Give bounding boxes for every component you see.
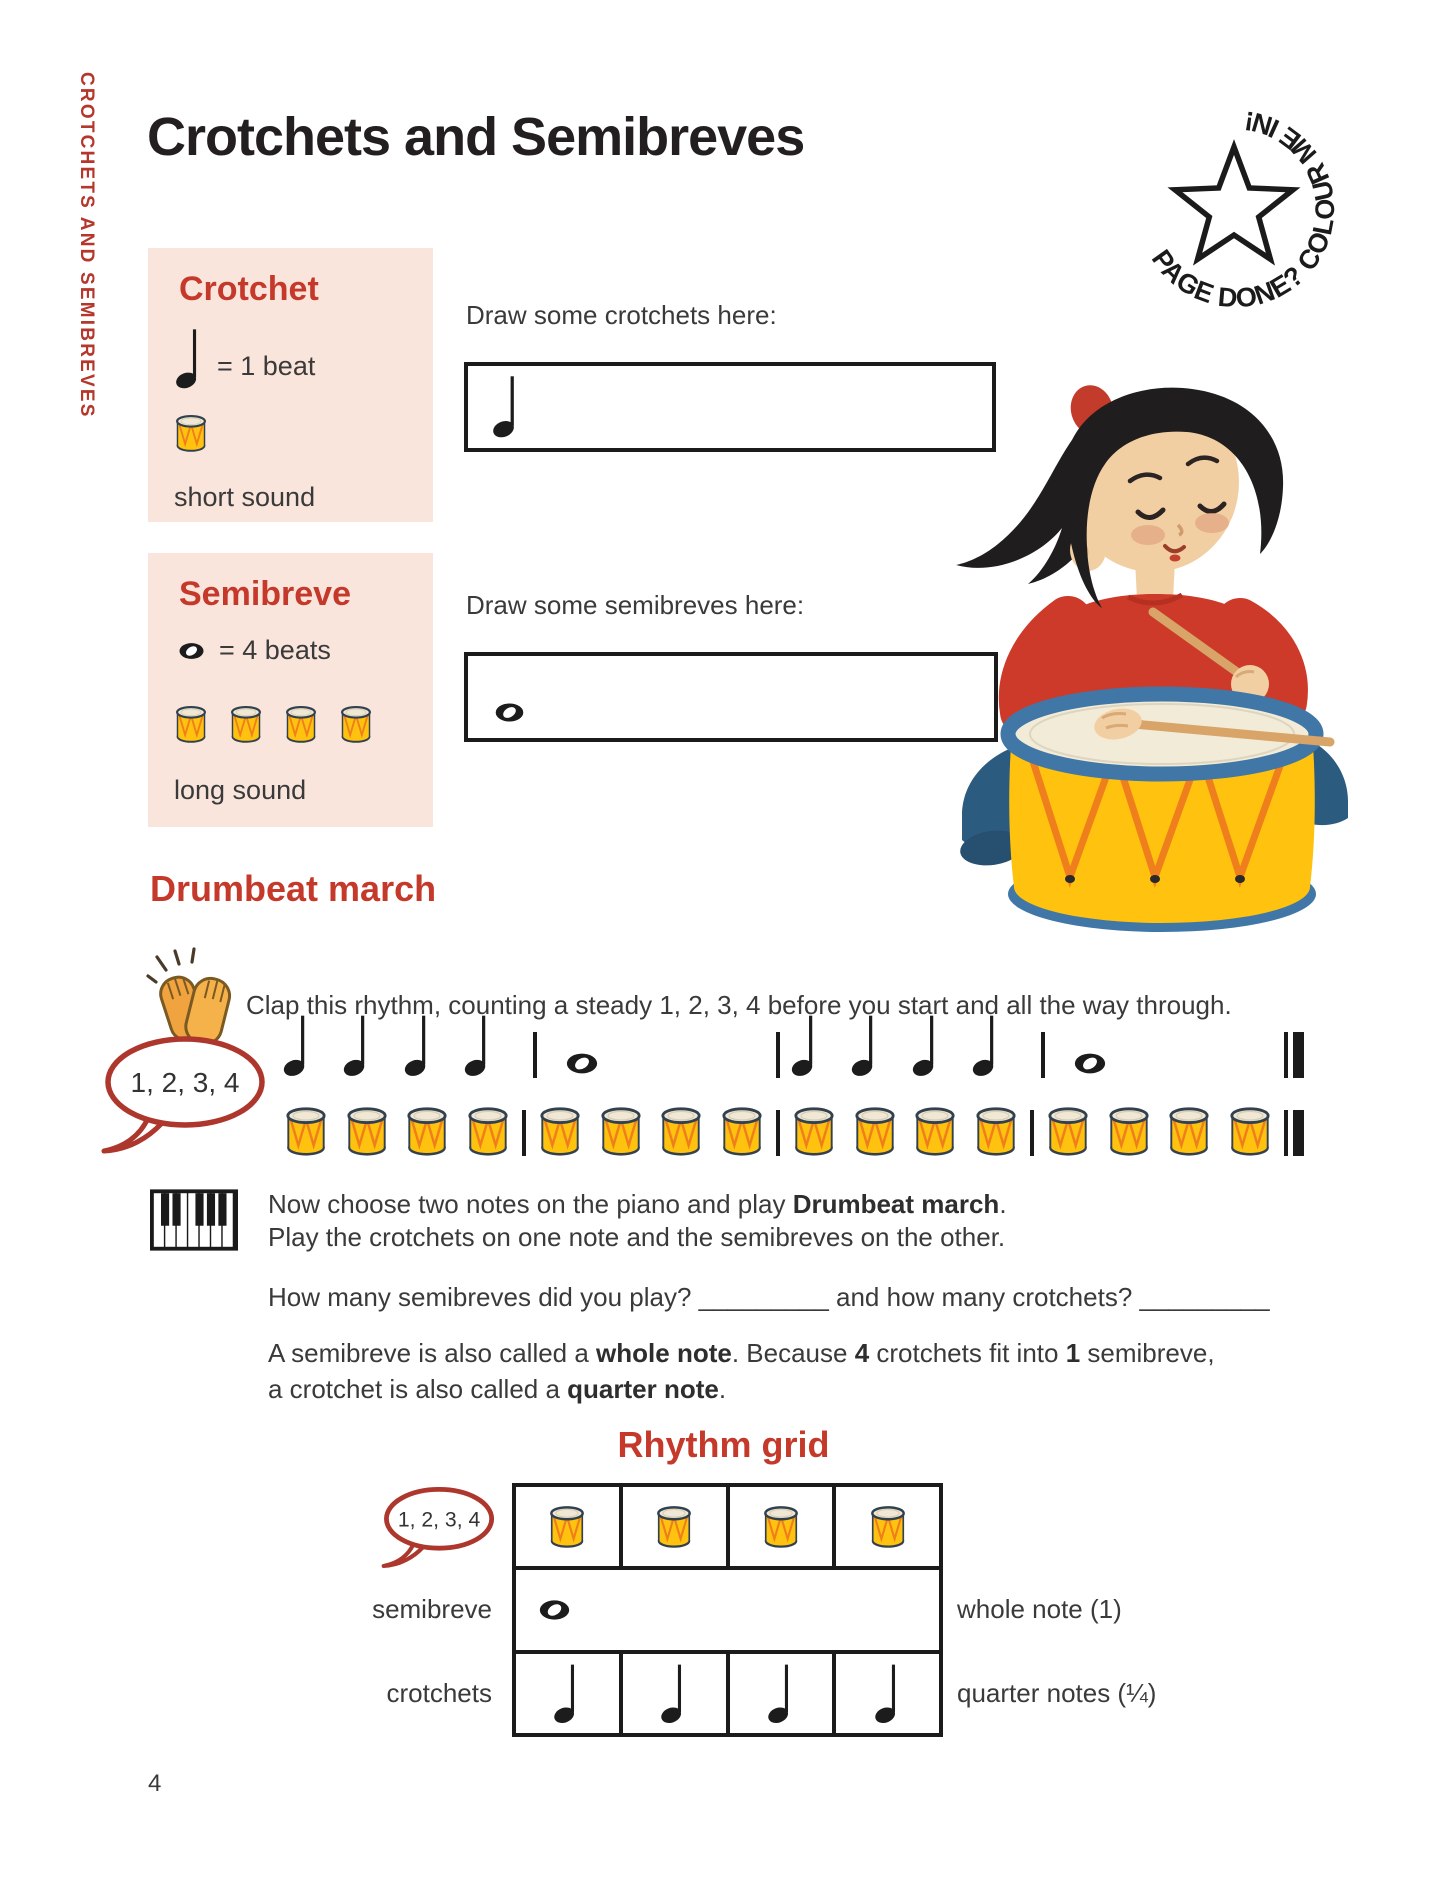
drum-bar	[526, 1106, 776, 1156]
grid-drum-cell	[726, 1487, 833, 1566]
drum-icon	[1046, 1106, 1090, 1156]
crotchet-caption: short sound	[174, 482, 316, 512]
grid-drum-cell	[619, 1487, 726, 1566]
drum-icon	[339, 705, 373, 743]
drum-icon	[174, 414, 208, 452]
draw-semibreves-box[interactable]	[464, 652, 998, 742]
semibreve-drum-row	[174, 705, 373, 743]
drum-icon	[1228, 1106, 1272, 1156]
drum-icon	[538, 1106, 582, 1156]
drum-icon	[1107, 1106, 1151, 1156]
explanation-line1: A semibreve is also called a whole note. Because 4 crotchets fit into 1 semibreve,	[268, 1338, 1215, 1368]
grid-label-crotchets: crotchets	[386, 1678, 492, 1708]
crotchet-note-icon	[342, 1014, 372, 1078]
grid-crotchet-cell	[726, 1654, 833, 1733]
clap-instruction: Clap this rhythm, counting a steady 1, 2, 3, 4 before you start and all the way through.	[246, 990, 1232, 1020]
drum-bar	[1034, 1106, 1284, 1156]
drum-icon	[548, 1505, 586, 1548]
crotchet-note-icon	[492, 374, 521, 440]
semibreve-caption: long sound	[174, 775, 307, 805]
drum-icon	[284, 705, 318, 743]
drum-icon	[762, 1505, 800, 1548]
lip	[1170, 555, 1181, 562]
girl-drummer-illustration	[950, 382, 1360, 944]
semibreve-note-icon	[178, 641, 205, 661]
rhythm-grid-heading: Rhythm grid	[617, 1424, 830, 1465]
grid-drum-cell	[516, 1487, 619, 1566]
drum-icon	[655, 1505, 693, 1548]
semibreve-note-icon	[1073, 1051, 1107, 1076]
crotchet-note-icon	[874, 1663, 902, 1725]
drumbeat-march-score	[272, 1012, 1304, 1156]
draw-semibreves-label: Draw some semibreves here:	[466, 590, 805, 620]
drum-icon	[869, 1505, 907, 1548]
rhythm-bar-semibreve	[537, 1051, 776, 1078]
semibreve-count-question[interactable]: How many semibreves did you play? _________ and how many crotchets? _________	[268, 1282, 1270, 1312]
grid-label-quarter-notes: quarter notes (¼)	[957, 1678, 1157, 1708]
final-double-barline	[1284, 1110, 1304, 1156]
crotchet-beat-value: = 1 beat	[217, 351, 316, 381]
crotchet-note-icon	[850, 1014, 880, 1078]
drum-icon	[720, 1106, 764, 1156]
notes-row	[272, 1012, 1304, 1078]
star-badge-text: PAGE DONE? COLOUR ME IN!	[1145, 105, 1341, 314]
rhythm-bar-semibreve	[1045, 1051, 1284, 1078]
piano-task-line2: Play the crotchets on one note and the semibreves on the other.	[268, 1222, 1006, 1252]
semibreve-panel-heading: Semibreve	[179, 575, 351, 613]
drum-icon	[792, 1106, 836, 1156]
drum-icon	[853, 1106, 897, 1156]
drum-icon	[659, 1106, 703, 1156]
semibreve-info-panel	[148, 553, 433, 827]
drum-icon	[1167, 1106, 1211, 1156]
crotchet-note-icon	[660, 1663, 688, 1725]
crotchet-note-icon	[403, 1014, 433, 1078]
grid-label-whole-note: whole note (1)	[957, 1594, 1122, 1624]
semibreve-beat-value: = 4 beats	[219, 635, 331, 665]
sidebar-chapter-label: CROTCHETS AND SEMIBREVES	[76, 72, 97, 419]
drum-icon	[345, 1106, 389, 1156]
page-number: 4	[148, 1770, 162, 1797]
count-text: 1, 2, 3, 4	[130, 1067, 240, 1098]
colour-me-star-badge[interactable]	[1115, 80, 1359, 336]
drums-row	[272, 1104, 1304, 1156]
count-speech-bubble	[378, 1486, 496, 1568]
drum-icon	[466, 1106, 510, 1156]
drum-bar	[272, 1106, 522, 1156]
drum-icon	[405, 1106, 449, 1156]
drum-icon	[229, 705, 263, 743]
piano-keys-icon	[150, 1188, 238, 1252]
count-text: 1, 2, 3, 4	[397, 1508, 481, 1532]
grid-label-semibreve: semibreve	[372, 1594, 492, 1624]
semibreve-note-icon	[565, 1051, 599, 1076]
drum-icon	[974, 1106, 1018, 1156]
crotchet-note-icon	[971, 1014, 1001, 1078]
star-icon[interactable]	[1175, 147, 1293, 259]
drum-icon	[599, 1106, 643, 1156]
right-blush	[1195, 513, 1229, 533]
draw-crotchets-label: Draw some crotchets here:	[466, 300, 777, 330]
crotchet-info-panel	[148, 248, 433, 522]
crotchet-drum-row	[174, 414, 208, 452]
grid-crotchet-cell	[832, 1654, 939, 1733]
draw-crotchets-box[interactable]	[464, 362, 996, 452]
drum-icon	[913, 1106, 957, 1156]
grid-crotchets-row	[516, 1654, 939, 1733]
crotchet-panel-heading: Crotchet	[179, 270, 319, 308]
crotchet-note-icon	[463, 1014, 493, 1078]
rhythm-bar-crotchets	[272, 1014, 533, 1078]
crotchet-note-icon	[553, 1663, 581, 1725]
rhythm-bar-crotchets	[780, 1014, 1041, 1078]
drum-bar	[780, 1106, 1030, 1156]
left-blush	[1131, 525, 1165, 545]
count-speech-bubble	[96, 1034, 268, 1154]
drum-icon	[174, 705, 208, 743]
page-title: Crotchets and Semibreves	[147, 107, 805, 167]
rhythm-grid-table	[512, 1483, 943, 1737]
crotchet-note-icon	[911, 1014, 941, 1078]
drum-icon	[284, 1106, 328, 1156]
semibreve-note-icon	[494, 701, 525, 724]
crotchet-note-icon	[790, 1014, 820, 1078]
crotchet-note-icon	[767, 1663, 795, 1725]
piano-task-line1: Now choose two notes on the piano and play Drumbeat march.	[268, 1189, 1007, 1219]
grid-crotchet-cell	[516, 1654, 619, 1733]
grid-drums-row	[516, 1487, 939, 1566]
drumbeat-march-heading: Drumbeat march	[150, 868, 437, 909]
grid-drum-cell	[832, 1487, 939, 1566]
grid-crotchet-cell	[619, 1654, 726, 1733]
crotchet-note-icon	[282, 1014, 312, 1078]
crotchet-note-icon	[175, 326, 203, 392]
semibreve-note-icon	[538, 1598, 571, 1622]
explanation-line2: a crotchet is also called a quarter note.	[268, 1374, 727, 1404]
final-double-barline	[1284, 1032, 1304, 1078]
grid-semibreve-cell	[516, 1570, 571, 1650]
